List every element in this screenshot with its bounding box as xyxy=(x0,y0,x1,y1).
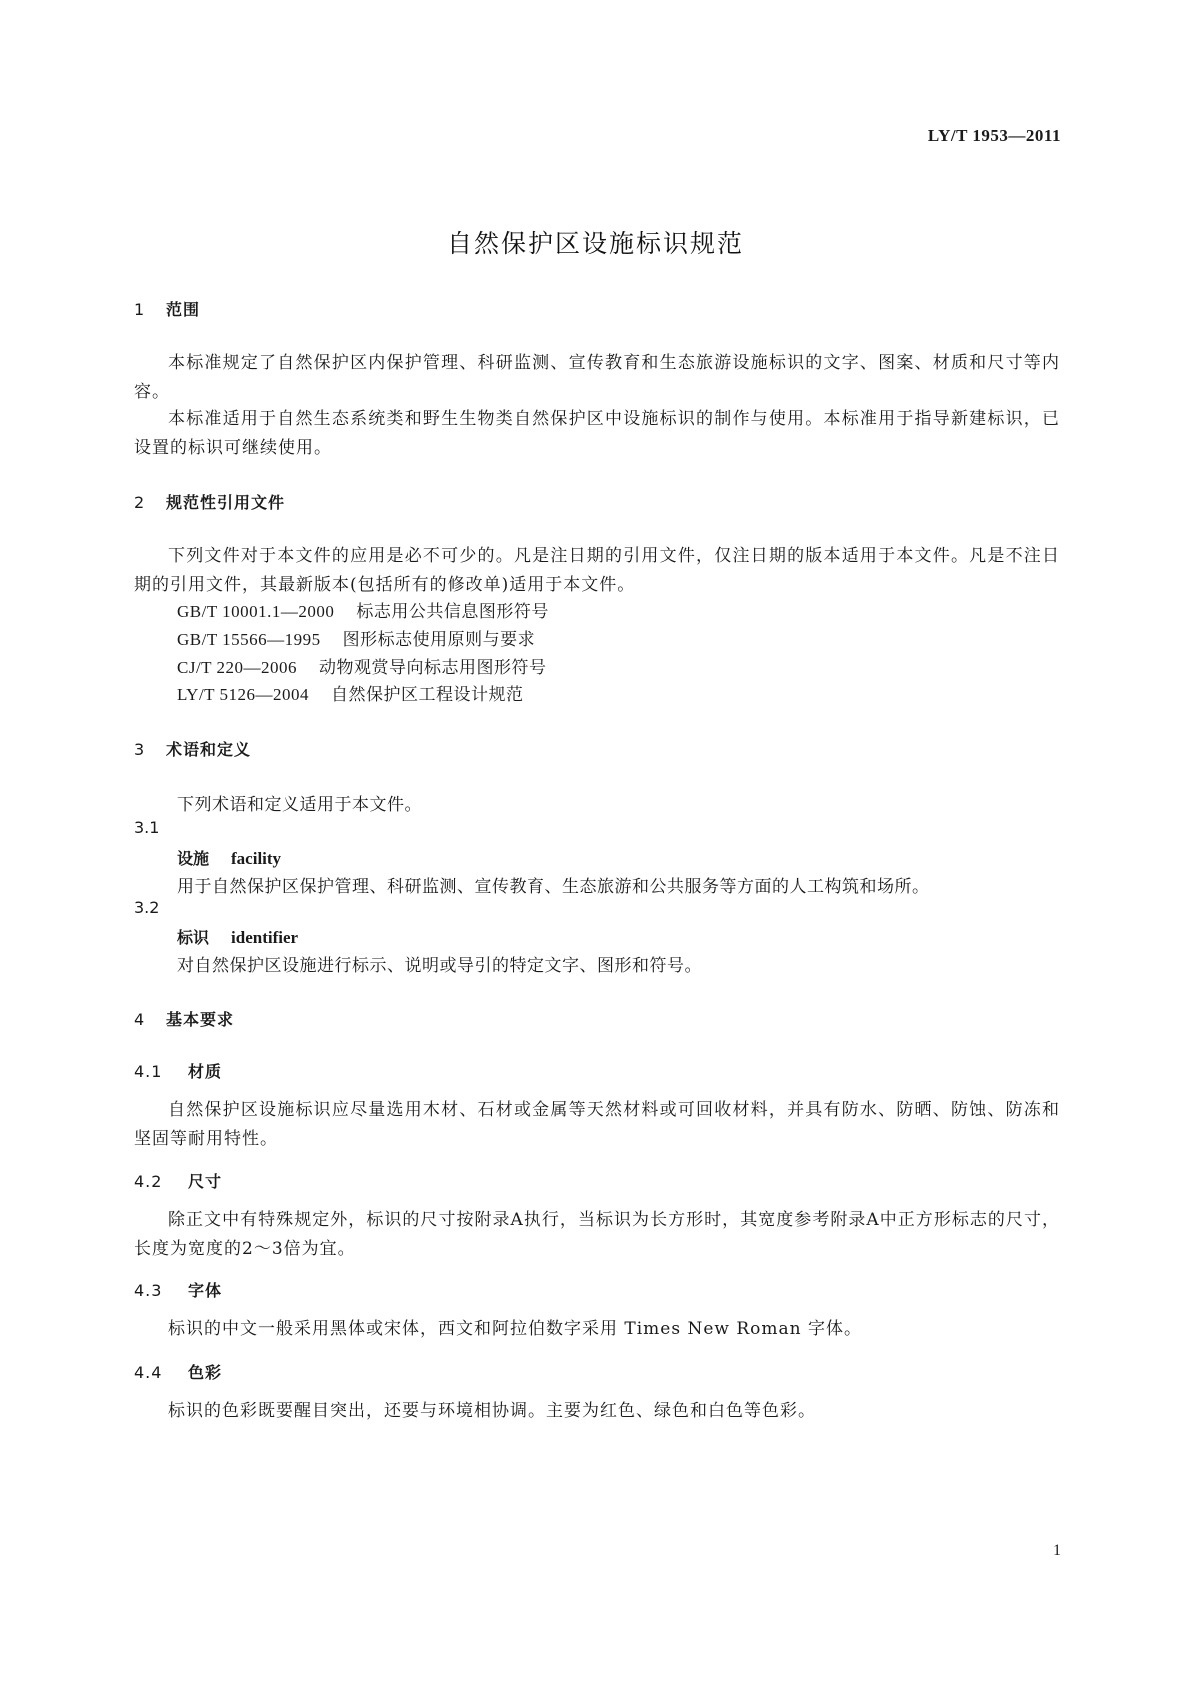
normative-reference xyxy=(177,680,524,705)
reference-title: 自然保护区工程设计规范 xyxy=(331,685,524,705)
section-title: 术语和定义 xyxy=(166,740,252,759)
term-definition: 用于自然保护区保护管理、科研监测、宣传教育、生态旅游和公共服务等方面的人工构筑和场所。 xyxy=(177,877,930,897)
section-1-paragraph-2: 本标准适用于自然生态系统类和野生生物类自然保护区中设施标识的制作与使用。本标准用于指导新建标识，已设置的标识可继续使用。 xyxy=(134,409,1060,458)
document-title: 自然保护区设施标识规范 xyxy=(446,229,744,258)
subsection-paragraph: 除正文中有特殊规定外，标识的尺寸按附录A执行，当标识为长方形时，其宽度参考附录A中正方形标志的尺寸，长度为宽度的2～3倍为宜。 xyxy=(134,1210,1060,1259)
section-title: 基本要求 xyxy=(166,1010,235,1029)
section-number: 2 xyxy=(134,493,146,512)
subsection-title: 字体 xyxy=(188,1281,223,1300)
term-definition: 对自然保护区设施进行标示、说明或导引的特定文字、图形和符号。 xyxy=(177,956,702,976)
subsection-number: 4.4 xyxy=(134,1363,163,1382)
subsection-title: 尺寸 xyxy=(188,1172,223,1191)
subsection-paragraph: 标识的中文一般采用黑体或宋体，西文和阿拉伯数字采用 Times New Roman 字体。 xyxy=(168,1319,863,1339)
section-number: 1 xyxy=(134,300,146,319)
reference-title: 标志用公共信息图形符号 xyxy=(356,602,549,622)
subsection-heading xyxy=(134,1278,222,1301)
reference-code: GB/T 10001.1—2000 xyxy=(177,602,335,621)
section-4-heading xyxy=(134,1007,234,1030)
section-number: 4 xyxy=(134,1010,146,1029)
standard-code: LY/T 1953—2011 xyxy=(927,126,1061,145)
term-number: 3.2 xyxy=(134,898,160,917)
subsection-title: 色彩 xyxy=(188,1363,223,1382)
term-heading xyxy=(177,846,281,869)
term-en: facility xyxy=(231,849,282,868)
subsection-number: 4.2 xyxy=(134,1172,163,1191)
normative-reference xyxy=(177,653,547,678)
subsection-number: 4.1 xyxy=(134,1062,163,1081)
section-number: 3 xyxy=(134,740,146,759)
reference-code: CJ/T 220—2006 xyxy=(177,658,298,677)
reference-title: 图形标志使用原则与要求 xyxy=(342,630,536,650)
subsection-paragraph: 标识的色彩既要醒目突出，还要与环境相协调。主要为红色、绿色和白色等色彩。 xyxy=(168,1401,816,1421)
term-zh: 标识 xyxy=(177,928,210,947)
section-2-paragraph-1: 下列文件对于本文件的应用是必不可少的。凡是注日期的引用文件，仅注日期的版本适用于本文件。凡是不注日期的引用文件，其最新版本(包括所有的修改单)适用于本文件。 xyxy=(134,546,1060,595)
subsection-heading xyxy=(134,1169,222,1192)
section-3-paragraph-1: 下列术语和定义适用于本文件。 xyxy=(177,795,422,815)
subsection-paragraph: 自然保护区设施标识应尽量选用木材、石材或金属等天然材料或可回收材料，并具有防水、防晒、防蚀、防冻和坚固等耐用特性。 xyxy=(134,1100,1060,1149)
section-title: 规范性引用文件 xyxy=(166,493,286,512)
section-1-paragraph-1: 本标准规定了自然保护区内保护管理、科研监测、宣传教育和生态旅游设施标识的文字、图案、材质和尺寸等内容。 xyxy=(134,353,1060,402)
reference-code: LY/T 5126—2004 xyxy=(177,685,310,704)
reference-title: 动物观赏导向标志用图形符号 xyxy=(319,658,547,678)
section-title: 范围 xyxy=(166,300,201,319)
section-1-heading xyxy=(134,297,200,320)
page-number: 1 xyxy=(1053,1542,1061,1559)
subsection-number: 4.3 xyxy=(134,1281,163,1300)
term-en: identifier xyxy=(231,928,299,947)
normative-reference xyxy=(177,625,535,650)
reference-code: GB/T 15566—1995 xyxy=(177,630,321,649)
section-3-heading xyxy=(134,737,251,760)
subsection-title: 材质 xyxy=(188,1062,223,1081)
term-zh: 设施 xyxy=(177,849,210,868)
subsection-heading xyxy=(134,1360,222,1383)
section-2-heading xyxy=(134,490,285,513)
subsection-heading xyxy=(134,1059,222,1082)
normative-reference xyxy=(177,597,549,622)
term-number: 3.1 xyxy=(134,818,160,837)
term-heading xyxy=(177,925,298,948)
